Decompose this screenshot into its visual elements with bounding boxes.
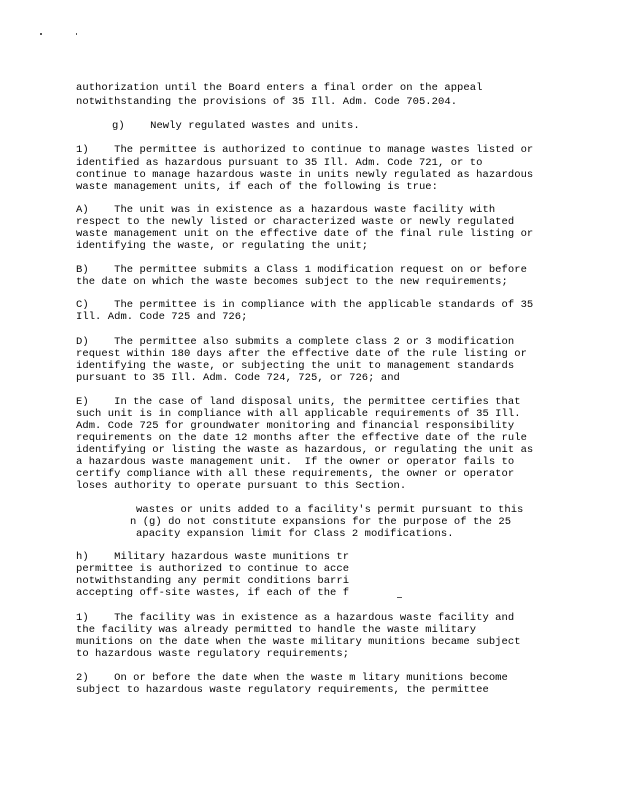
text-line: apacity expansion limit for Class 2 modifications.	[136, 528, 454, 540]
text-line: authorization until the Board enters a final order on the appeal	[76, 82, 483, 94]
text-line: certify compliance with all these requirements, the owner or operator	[76, 468, 515, 480]
text-line: notwithstanding any permit conditions barri	[76, 575, 350, 587]
text-line: a hazardous waste management unit. If the owner or operator fails to	[76, 456, 515, 468]
text-line: A) The unit was in existence as a hazardous waste facility with	[76, 204, 496, 216]
text-line: notwithstanding the provisions of 35 Ill. Adm. Code 705.204.	[76, 96, 458, 108]
text-line: identified as hazardous pursuant to 35 Ill. Adm. Code 721, or to	[76, 157, 483, 169]
text-line: respect to the newly listed or characterized waste or newly regulated	[76, 216, 515, 228]
text-line: identifying the waste, or subjecting the unit to management standards	[76, 360, 515, 372]
text-line: 1) The permittee is authorized to continue to manage wastes listed or	[76, 144, 534, 156]
text-line: wastes or units added to a facility's permit pursuant to this	[136, 504, 524, 516]
text-line: D) The permittee also submits a complete class 2 or 3 modification	[76, 336, 515, 348]
text-line: waste management units, if each of the following is true:	[76, 181, 439, 193]
text-line: identifying or listing the waste as hazardous, or regulating the unit as	[76, 444, 534, 456]
text-line: B) The permittee submits a Class 1 modification request on or before	[76, 264, 527, 276]
text-line: to hazardous waste regulatory requirements;	[76, 648, 350, 660]
scan-speck	[76, 33, 77, 35]
text-line: identifying the waste, or regulating the unit;	[76, 240, 369, 252]
section-heading: g) Newly regulated wastes and units.	[112, 120, 360, 132]
text-line: E) In the case of land disposal units, the permittee certifies that	[76, 396, 521, 408]
text-line: accepting off-site wastes, if each of the f	[76, 587, 350, 599]
text-line: Ill. Adm. Code 725 and 726;	[76, 311, 248, 323]
text-line: 1) The facility was in existence as a hazardous waste facility and	[76, 612, 515, 624]
text-line: Adm. Code 725 for groundwater monitoring and financial responsibility	[76, 420, 515, 432]
text-line: pursuant to 35 Ill. Adm. Code 724, 725, or 726; and	[76, 372, 400, 384]
scan-speck	[397, 597, 402, 598]
text-line: request within 180 days after the effective date of the rule listing or	[76, 348, 527, 360]
text-line: subject to hazardous waste regulatory requirements, the permittee	[76, 684, 489, 696]
text-line: the date on which the waste becomes subject to the new requirements;	[76, 276, 508, 288]
text-line: n (g) do not constitute expansions for the purpose of the 25	[130, 516, 512, 528]
text-line: loses authority to operate pursuant to this Section.	[76, 480, 407, 492]
text-line: waste management unit on the effective date of the final rule listing or	[76, 228, 534, 240]
text-line: requirements on the date 12 months after the effective date of the rule	[76, 432, 527, 444]
text-line: munitions on the date when the waste military munitions became subject	[76, 636, 521, 648]
scan-speck	[40, 33, 42, 35]
text-line: such unit is in compliance with all applicable requirements of 35 Ill.	[76, 408, 521, 420]
text-line: 2) On or before the date when the waste m litary munitions become	[76, 672, 508, 684]
text-line: permittee is authorized to continue to acce	[76, 563, 350, 575]
text-line: h) Military hazardous waste munitions tr	[76, 551, 350, 563]
text-line: C) The permittee is in compliance with the applicable standards of 35	[76, 299, 534, 311]
text-line: the facility was already permitted to handle the waste military	[76, 624, 477, 636]
text-line: continue to manage hazardous waste in units newly regulated as hazardous	[76, 169, 534, 181]
